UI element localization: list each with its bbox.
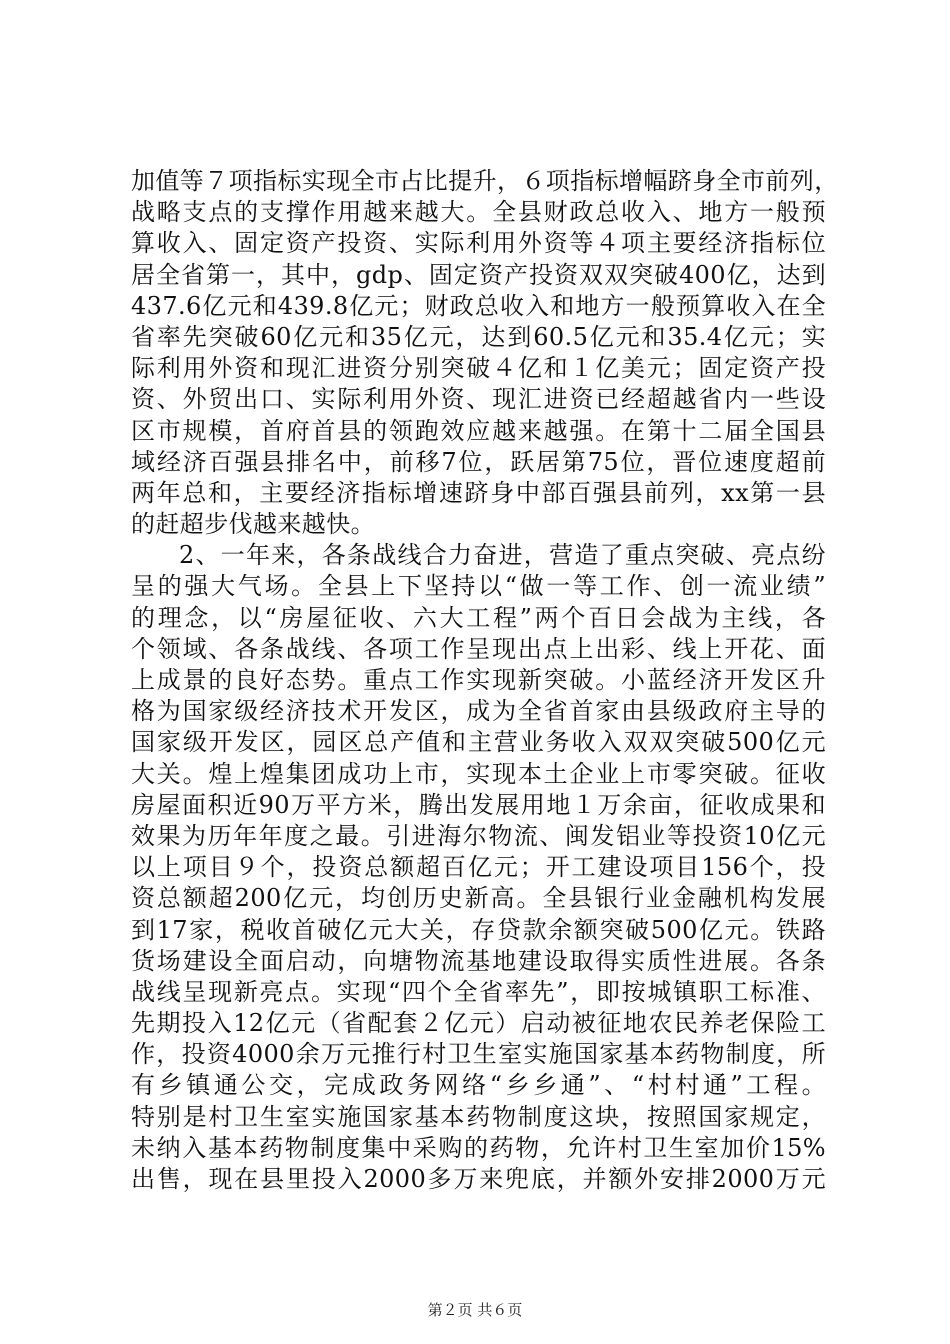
text-line: 呈的强大气场。全县上下坚持以“做一等工作、创一流业绩” [131,572,826,601]
text-line: 货场建设全面启动，向塘物流基地建设取得实质性进展。各条 [131,946,826,975]
text-line: 资、外贸出口、实际利用外资、现汇进资已经超越省内一些设 [131,385,826,414]
page-number-footer: 第２页 共６页 [427,1301,523,1319]
text-line: 房屋面积近90万平方米，腾出发展用地１万余亩，征收成果和 [131,790,826,819]
text-line: 效果为历年年度之最。引进海尔物流、闽发铝业等投资10亿元 [131,821,826,850]
text-line: 国家级开发区，园区总产值和主营业务收入双双突破500亿元 [131,728,826,757]
text-line: 到17家，税收首破亿元大关，存贷款余额突破500亿元。铁路 [131,915,826,944]
text-line: 上成景的良好态势。重点工作实现新突破。小蓝经济开发区升 [131,666,826,694]
text-line: 出售，现在县里投入2000多万来兜底，并额外安排2000万元 [131,1165,826,1193]
paragraph-start-line: 2、一年来，各条战线合力奋进，营造了重点突破、亮点纷 [179,541,826,570]
text-line: 的赶超步伐越来越快。 [131,510,375,539]
text-line: 居全省第一，其中，gdp、固定资产投资双双突破400亿，达到 [131,260,826,289]
text-line: 加值等７项指标实现全市占比提升，６项指标增幅跻身全市前列， [131,167,839,195]
text-line: 以上项目９个，投资总额超百亿元；开工建设项目156个，投 [131,853,826,882]
text-line: 省率先突破60亿元和35亿元，达到60.5亿元和35.4亿元；实 [131,322,826,351]
text-line: 大关。煌上煌集团成功上市，实现本土企业上市零突破。征收 [131,759,826,788]
text-line: 特别是村卫生室实施国家基本药物制度这块，按照国家规定， [131,1102,826,1131]
text-line: 两年总和，主要经济指标增速跻身中部百强县前列，xx第一县 [131,478,826,507]
text-line: 际利用外资和现汇进资分别突破４亿和１亿美元；固定资产投 [131,354,826,383]
text-line: 战略支点的支撑作用越来越大。全县财政总收入、地方一般预 [131,198,826,227]
text-line: 先期投入12亿元（省配套２亿元）启动被征地农民养老保险工 [131,1009,826,1038]
text-line: 个领域、各条战线、各项工作呈现出点上出彩、线上开花、面 [131,634,826,663]
text-line: 资总额超200亿元，均创历史新高。全县银行业金融机构发展 [131,884,826,913]
text-line: 战线呈现新亮点。实现“四个全省率先”，即按城镇职工标准、 [131,977,826,1006]
text-line: 未纳入基本药物制度集中采购的药物，允许村卫生室加价15% [131,1133,826,1162]
body-text [131,166,839,1195]
text-line: 437.6亿元和439.8亿元；财政总收入和地方一般预算收入在全 [131,291,826,320]
text-line: 的理念，以“房屋征收、六大工程”两个百日会战为主线，各 [131,603,826,632]
text-line: 格为国家级经济技术开发区，成为全省首家由县级政府主导的 [131,697,826,726]
text-line: 区市规模，首府首县的领跑效应越来越强。在第十二届全国县 [131,416,826,445]
text-line: 有乡镇通公交，完成政务网络“乡乡通”、“村村通”工程。 [131,1071,826,1100]
text-line: 作，投资4000余万元推行村卫生室实施国家基本药物制度，所 [131,1040,826,1069]
text-line: 算收入、固定资产投资、实际利用外资等４项主要经济指标位 [131,229,826,258]
text-line: 域经济百强县排名中，前移7位，跃居第75位，晋位速度超前 [131,447,826,476]
